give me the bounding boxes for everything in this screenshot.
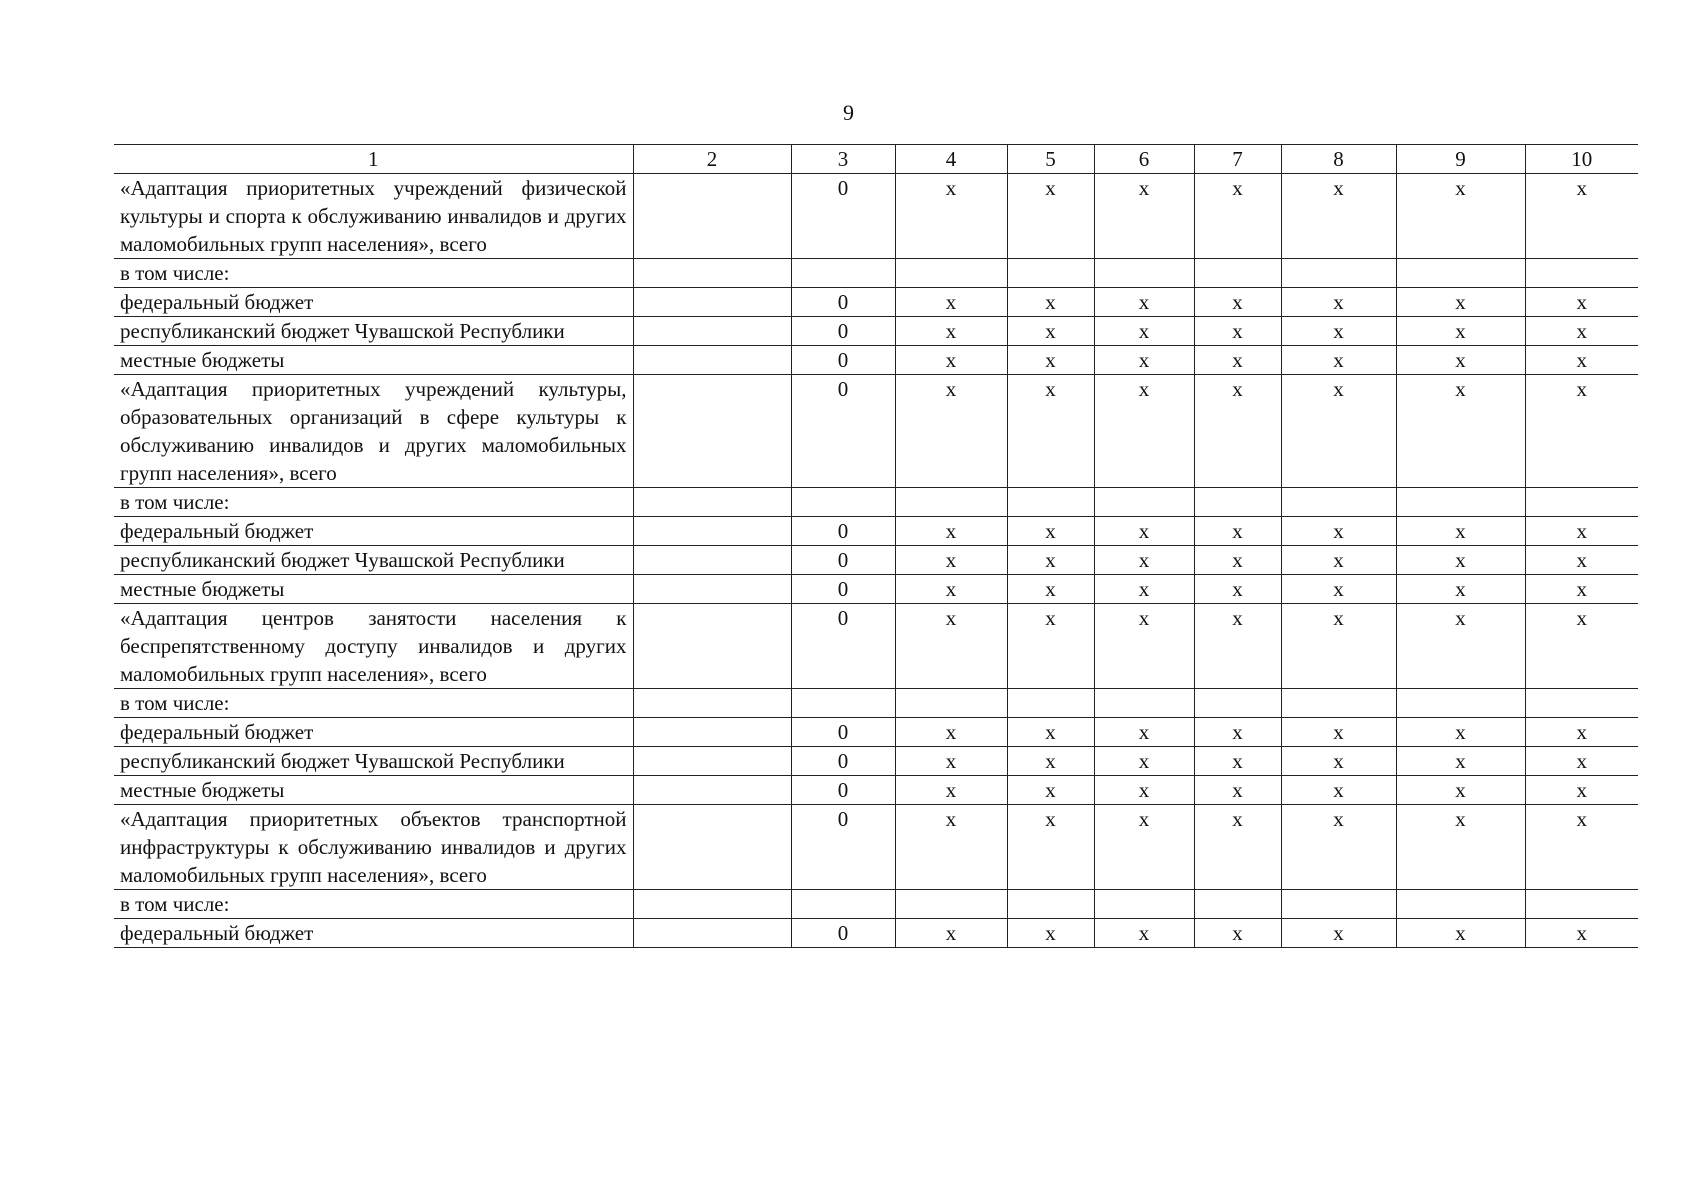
table-cell: х <box>1525 317 1638 346</box>
table-cell: х <box>1281 747 1396 776</box>
table-cell <box>791 689 895 718</box>
table-cell <box>895 488 1007 517</box>
table-cell <box>1281 689 1396 718</box>
table-cell: х <box>1525 517 1638 546</box>
table-cell: х <box>1396 546 1525 575</box>
table-cell: х <box>1094 317 1194 346</box>
table-row <box>114 776 1638 805</box>
table-cell: х <box>1281 317 1396 346</box>
table-row <box>114 805 1638 890</box>
table-cell: х <box>1194 346 1281 375</box>
table-cell <box>791 488 895 517</box>
table-cell: х <box>1007 575 1094 604</box>
table-cell: х <box>1194 375 1281 488</box>
table-cell: 0 <box>791 604 895 689</box>
table-cell <box>633 288 791 317</box>
row-label: федеральный бюджет <box>114 718 633 747</box>
table-cell <box>633 689 791 718</box>
column-header: 2 <box>633 145 791 174</box>
table-cell <box>1281 259 1396 288</box>
table-cell: х <box>1007 718 1094 747</box>
table-cell <box>633 575 791 604</box>
table-cell <box>633 805 791 890</box>
table-cell: 0 <box>791 174 895 259</box>
table-cell: х <box>1194 575 1281 604</box>
row-label: «Адаптация приоритетных учреждений физической культуры и спорта к обслуживанию инвалидов и других маломобильных групп населения», всего <box>114 174 633 259</box>
table-cell: х <box>1396 375 1525 488</box>
row-label: «Адаптация центров занятости населения к беспрепятственному доступу инвалидов и других маломобильных групп населения», всего <box>114 604 633 689</box>
table-cell: х <box>895 776 1007 805</box>
table-row <box>114 546 1638 575</box>
table-cell: 0 <box>791 346 895 375</box>
table-cell: х <box>1281 805 1396 890</box>
table-cell: х <box>1007 805 1094 890</box>
row-label: в том числе: <box>114 689 633 718</box>
table-cell <box>1007 259 1094 288</box>
table-cell <box>633 890 791 919</box>
row-label: в том числе: <box>114 488 633 517</box>
table-cell: х <box>1094 517 1194 546</box>
table-cell <box>895 689 1007 718</box>
table-cell: х <box>1007 346 1094 375</box>
table-cell <box>633 488 791 517</box>
table-cell: х <box>895 288 1007 317</box>
table-row <box>114 689 1638 718</box>
table-row <box>114 718 1638 747</box>
table-cell: х <box>1396 174 1525 259</box>
table-cell: х <box>895 546 1007 575</box>
table-cell: х <box>1525 174 1638 259</box>
table-cell: х <box>1525 805 1638 890</box>
table-cell: х <box>1525 604 1638 689</box>
page-number: 9 <box>843 100 854 125</box>
table-cell: х <box>895 747 1007 776</box>
table-cell: х <box>895 517 1007 546</box>
row-label: федеральный бюджет <box>114 919 633 948</box>
table-cell: х <box>1007 174 1094 259</box>
column-header: 4 <box>895 145 1007 174</box>
table-cell <box>895 890 1007 919</box>
table-row <box>114 890 1638 919</box>
table-cell: х <box>1281 517 1396 546</box>
table-cell: х <box>1194 718 1281 747</box>
row-label: федеральный бюджет <box>114 517 633 546</box>
table-cell: х <box>895 919 1007 948</box>
table-cell: х <box>1281 776 1396 805</box>
table-cell: 0 <box>791 919 895 948</box>
table-cell: х <box>895 174 1007 259</box>
row-label: местные бюджеты <box>114 776 633 805</box>
column-header: 9 <box>1396 145 1525 174</box>
table-cell: х <box>1194 317 1281 346</box>
table-cell: 0 <box>791 776 895 805</box>
table-cell: х <box>1094 346 1194 375</box>
table-row <box>114 259 1638 288</box>
table-cell: х <box>1281 718 1396 747</box>
table-cell: х <box>1281 604 1396 689</box>
table-cell: х <box>1281 174 1396 259</box>
table-cell <box>1007 689 1094 718</box>
table-cell <box>1094 890 1194 919</box>
table-row <box>114 346 1638 375</box>
table-cell <box>1396 890 1525 919</box>
table-row <box>114 747 1638 776</box>
table-cell <box>633 776 791 805</box>
table-cell <box>1396 488 1525 517</box>
table-cell: х <box>1194 517 1281 546</box>
table-row <box>114 174 1638 259</box>
table-cell: 0 <box>791 317 895 346</box>
table-cell: х <box>1007 546 1094 575</box>
table-cell <box>1194 689 1281 718</box>
table-cell: х <box>1396 317 1525 346</box>
row-label: «Адаптация приоритетных учреждений культуры, образовательных организаций в сфере культуры к обслуживанию инвалидов и других маломобильных групп населения», всего <box>114 375 633 488</box>
table-cell: х <box>1525 919 1638 948</box>
table-cell <box>633 346 791 375</box>
column-header: 6 <box>1094 145 1194 174</box>
table-cell <box>1094 259 1194 288</box>
table-cell: 0 <box>791 546 895 575</box>
table-cell <box>1396 689 1525 718</box>
row-label: «Адаптация приоритетных объектов транспортной инфраструктуры к обслуживанию инвалидов и других маломобильных групп населения», всего <box>114 805 633 890</box>
table-cell: 0 <box>791 517 895 546</box>
table-cell <box>895 259 1007 288</box>
table-cell: х <box>1194 919 1281 948</box>
table-cell: х <box>1281 919 1396 948</box>
table-cell <box>1194 488 1281 517</box>
table-cell: х <box>1094 546 1194 575</box>
row-label: в том числе: <box>114 259 633 288</box>
table-cell <box>1525 689 1638 718</box>
table-cell <box>791 890 895 919</box>
table-cell: х <box>1396 517 1525 546</box>
budget-table <box>114 144 1638 948</box>
table-cell <box>1007 890 1094 919</box>
table-row <box>114 488 1638 517</box>
table-cell: х <box>1094 805 1194 890</box>
table-cell <box>1007 488 1094 517</box>
table-header-row <box>114 145 1638 174</box>
table-cell: х <box>1094 288 1194 317</box>
table-cell: х <box>1007 375 1094 488</box>
table-cell: х <box>1194 174 1281 259</box>
column-header: 10 <box>1525 145 1638 174</box>
table-cell: х <box>1194 747 1281 776</box>
table-row <box>114 575 1638 604</box>
table-cell <box>1194 890 1281 919</box>
table-cell: х <box>1525 575 1638 604</box>
table-cell <box>1525 259 1638 288</box>
table-cell: х <box>1094 718 1194 747</box>
table-cell: х <box>1094 575 1194 604</box>
table-cell <box>633 375 791 488</box>
table-cell: х <box>1194 288 1281 317</box>
table-cell: х <box>1396 604 1525 689</box>
table-cell <box>633 747 791 776</box>
table-cell: х <box>1525 546 1638 575</box>
row-label: республиканский бюджет Чувашской Республики <box>114 747 633 776</box>
table-cell: х <box>1396 288 1525 317</box>
table-cell: х <box>1194 546 1281 575</box>
table-cell <box>633 517 791 546</box>
table-cell: х <box>1094 747 1194 776</box>
row-label: республиканский бюджет Чувашской Республики <box>114 317 633 346</box>
table-cell: 0 <box>791 718 895 747</box>
table-cell: 0 <box>791 805 895 890</box>
row-label: местные бюджеты <box>114 575 633 604</box>
table-body <box>114 174 1638 948</box>
table-cell: х <box>1525 375 1638 488</box>
table-cell: х <box>1281 288 1396 317</box>
table-cell: 0 <box>791 747 895 776</box>
table-cell: х <box>1007 317 1094 346</box>
table-cell: х <box>1281 346 1396 375</box>
table-row <box>114 288 1638 317</box>
table-cell: х <box>1194 776 1281 805</box>
table-cell <box>1094 689 1194 718</box>
table-cell: х <box>1007 776 1094 805</box>
table-cell <box>633 174 791 259</box>
table-row <box>114 317 1638 346</box>
table-cell <box>1094 488 1194 517</box>
column-header: 5 <box>1007 145 1094 174</box>
row-label: местные бюджеты <box>114 346 633 375</box>
table-cell: х <box>1194 604 1281 689</box>
column-header: 1 <box>114 145 633 174</box>
table-cell: х <box>1396 776 1525 805</box>
table-cell: х <box>1525 288 1638 317</box>
table-cell: х <box>1094 375 1194 488</box>
table-cell: х <box>1396 346 1525 375</box>
table-cell: х <box>1194 805 1281 890</box>
table-cell: х <box>1007 517 1094 546</box>
table-row <box>114 604 1638 689</box>
table-cell: х <box>1525 747 1638 776</box>
row-label: в том числе: <box>114 890 633 919</box>
table-cell: х <box>1525 346 1638 375</box>
table-row <box>114 375 1638 488</box>
table-cell: х <box>1396 575 1525 604</box>
table-row <box>114 919 1638 948</box>
table-cell: х <box>895 346 1007 375</box>
table-cell <box>1281 488 1396 517</box>
column-header: 7 <box>1194 145 1281 174</box>
table-cell: х <box>1396 747 1525 776</box>
table-cell: х <box>1007 288 1094 317</box>
table-cell <box>1525 890 1638 919</box>
table-cell <box>633 259 791 288</box>
table-cell: 0 <box>791 375 895 488</box>
table-cell: х <box>1525 718 1638 747</box>
table-cell: х <box>1281 575 1396 604</box>
table-cell <box>633 919 791 948</box>
table-cell: х <box>895 317 1007 346</box>
table-cell <box>633 718 791 747</box>
table-cell: х <box>1007 747 1094 776</box>
table-cell: х <box>1094 776 1194 805</box>
table-cell: х <box>895 718 1007 747</box>
table-cell <box>633 546 791 575</box>
table-cell: х <box>1094 919 1194 948</box>
table-cell <box>791 259 895 288</box>
table-cell: х <box>895 604 1007 689</box>
table-cell: х <box>1281 546 1396 575</box>
table-cell: 0 <box>791 288 895 317</box>
table-cell: х <box>1396 805 1525 890</box>
column-header: 8 <box>1281 145 1396 174</box>
table-cell: х <box>1281 375 1396 488</box>
table-cell: х <box>1094 604 1194 689</box>
table-cell: 0 <box>791 575 895 604</box>
table-cell: х <box>1007 919 1094 948</box>
column-header: 3 <box>791 145 895 174</box>
table-cell: х <box>1007 604 1094 689</box>
table-cell <box>633 604 791 689</box>
table-cell: х <box>895 575 1007 604</box>
table-cell: х <box>895 375 1007 488</box>
table-cell: х <box>1396 718 1525 747</box>
table-cell <box>1396 259 1525 288</box>
table-cell <box>1281 890 1396 919</box>
table-row <box>114 517 1638 546</box>
table-cell <box>1194 259 1281 288</box>
table-cell <box>633 317 791 346</box>
table-cell: х <box>1396 919 1525 948</box>
table-cell: х <box>1094 174 1194 259</box>
table-cell: х <box>1525 776 1638 805</box>
row-label: республиканский бюджет Чувашской Республики <box>114 546 633 575</box>
row-label: федеральный бюджет <box>114 288 633 317</box>
table-cell <box>1525 488 1638 517</box>
table-cell: х <box>895 805 1007 890</box>
